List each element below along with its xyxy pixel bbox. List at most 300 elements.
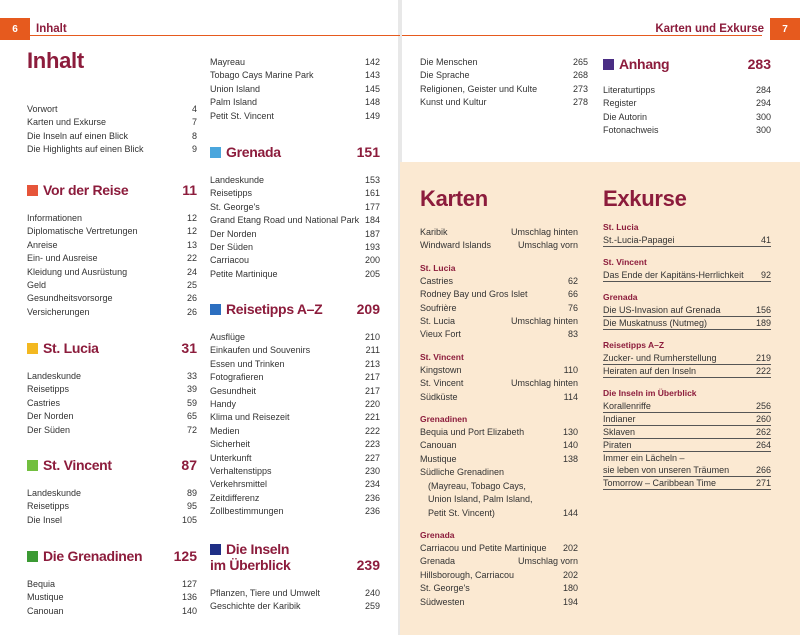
entry-label: Kleidung und Ausrüstung (27, 266, 128, 277)
entry-label: Religionen, Geister und Kulte (420, 83, 538, 94)
entry-label: Carriacou (210, 255, 250, 266)
section-grenada (210, 144, 380, 281)
karte-entry (420, 275, 578, 288)
entry-page: 284 (755, 85, 771, 95)
vor-der-reise-list (27, 212, 197, 319)
toc-entry (27, 143, 197, 156)
entry-label: Mayreau (210, 57, 246, 67)
exkurs-entry (603, 426, 771, 439)
toc-entry (210, 83, 380, 96)
toc-entry (210, 331, 380, 344)
st-vincent-page: 87 (181, 457, 197, 473)
entry-label: Hillsborough, Carriacou (420, 569, 515, 580)
left-header-rule (30, 35, 400, 36)
section-grenadinen (27, 548, 197, 618)
toc-entry (27, 383, 197, 396)
karte-entry (420, 542, 578, 555)
st-lucia-square-icon (27, 343, 38, 354)
entry-page: 127 (181, 579, 197, 589)
group-heading: Grenadinen (420, 414, 468, 425)
toc-entry (210, 228, 380, 241)
toc-entry (210, 344, 380, 357)
toc-entry (27, 514, 197, 527)
entry-label: Die Inseln auf einen Blick (27, 130, 129, 141)
entry-page: 264 (755, 440, 771, 450)
exkurs-entry (603, 477, 771, 490)
group-list (420, 364, 578, 404)
toc-entry (210, 187, 380, 200)
entry-page: 148 (364, 97, 380, 108)
toc-entry (210, 358, 380, 371)
entry-label: Castries (420, 275, 454, 286)
toc-entry (27, 252, 197, 265)
entry-page: 161 (364, 188, 380, 199)
entry-label: Ausflüge (210, 332, 246, 342)
entry-label: Die Highlights auf einen Blick (27, 144, 144, 155)
entry-label: Grenada (420, 556, 456, 567)
entry-label: Gesundheitsvorsorge (27, 293, 113, 304)
entry-label: Literaturtipps (603, 85, 656, 95)
entry-page: 300 (755, 125, 771, 136)
exkurse-section (603, 186, 771, 490)
entry-label: Korallenriffe (603, 401, 651, 411)
group-list (603, 352, 771, 378)
toc-entry (210, 465, 380, 478)
entry-page: 41 (760, 235, 771, 245)
st-lucia-page: 31 (181, 340, 197, 356)
entry-label: Carriacou und Petite Martinique (420, 542, 547, 553)
entry-page: 114 (563, 391, 578, 402)
entry-page: 230 (364, 466, 380, 477)
toc-entry (210, 214, 380, 227)
entry-page: 194 (562, 596, 578, 607)
entry-page: 213 (364, 358, 380, 369)
entry-label: Südküste (420, 391, 458, 402)
entry-page: 4 (191, 104, 197, 114)
karte-entry (420, 555, 578, 568)
vor-der-reise-page: 11 (182, 182, 197, 198)
entry-page: 76 (567, 302, 578, 313)
toc-entry (603, 97, 771, 110)
toc-entry (210, 478, 380, 491)
toc-entry (603, 124, 771, 137)
anhang-square-icon (603, 59, 614, 70)
section-inseln-ueberblick (210, 541, 380, 614)
entry-page: 236 (364, 506, 380, 517)
entry-page: Umschlag hinten (510, 316, 578, 327)
entry-label: Versicherungen (27, 306, 90, 317)
anhang-title: Anhang (619, 56, 670, 72)
entry-label: Piraten (603, 440, 632, 450)
toc-title: Inhalt (27, 48, 84, 73)
karte-entry (420, 569, 578, 582)
entry-label: Geld (27, 280, 47, 291)
entry-page: 65 (186, 411, 197, 422)
entry-label: Medien (210, 425, 240, 436)
entry-page: 95 (186, 501, 197, 512)
entry-label: Verhaltenstipps (210, 466, 272, 477)
toc-entry (27, 500, 197, 513)
toc-entry (210, 492, 380, 505)
entry-page: 256 (755, 401, 771, 411)
anhang-list (603, 84, 771, 138)
entry-page: Umschlag vorn (517, 240, 578, 251)
toc-entry (210, 505, 380, 518)
entry-label: Die Autorin (603, 111, 648, 122)
entry-page: 221 (364, 412, 380, 423)
karte-entry (420, 391, 578, 404)
exkurs-entry (603, 413, 771, 426)
entry-label: Diplomatische Vertretungen (27, 226, 138, 237)
intro-list (27, 103, 197, 157)
toc-entry (603, 111, 771, 124)
grenada-list (210, 174, 380, 281)
entry-label: Union Island (210, 83, 261, 94)
entry-label: Ein- und Ausreise (27, 253, 98, 264)
entry-page: 227 (364, 452, 380, 463)
right-running-head: Karten und Exkurse (655, 23, 764, 35)
karte-entry (420, 596, 578, 609)
toc-entry (27, 279, 197, 292)
entry-label: Der Norden (210, 228, 257, 239)
entry-label: Anreise (27, 239, 58, 250)
toc-entry (210, 398, 380, 411)
entry-page: 136 (181, 592, 197, 603)
entry-label: Bequia und Port Elizabeth (420, 427, 525, 438)
entry-page: 271 (755, 478, 771, 488)
entry-page: 138 (562, 453, 578, 464)
toc-entry (27, 306, 197, 319)
entry-page: 300 (755, 111, 771, 122)
entry-page: 278 (572, 97, 588, 108)
entry-label: Register (603, 98, 637, 109)
toc-entry (210, 110, 380, 123)
entry-label: Mustique (27, 592, 64, 603)
left-running-head: Inhalt (36, 23, 67, 35)
entry-page: 222 (364, 425, 380, 436)
entry-label: Bequia (27, 579, 56, 589)
entry-label: Südliche Grenadinen (420, 467, 505, 478)
entry-page: 66 (567, 289, 578, 300)
entry-label: Die US-Invasion auf Grenada (603, 305, 721, 315)
entry-page: 26 (186, 293, 197, 304)
entry-label: Fotonachweis (603, 125, 659, 136)
group-heading: Grenada (603, 292, 638, 302)
vor-der-reise-square-icon (27, 185, 38, 196)
entry-page: 130 (562, 427, 578, 438)
entry-label: Sicherheit (210, 439, 251, 450)
toc-entry (420, 239, 578, 252)
reisetipps-page: 209 (356, 301, 380, 317)
entry-label: Pflanzen, Tiere und Umwelt (210, 588, 321, 598)
entry-page: Umschlag vorn (517, 556, 578, 567)
entry-label: Windward Islands (420, 240, 492, 251)
entry-page: 200 (364, 255, 380, 266)
entry-label: Soufrière (420, 302, 457, 313)
entry-page: 142 (364, 57, 380, 67)
group-heading: Die Inseln im Überblick (603, 388, 697, 398)
toc-entry (210, 254, 380, 267)
entry-label: Sklaven (603, 427, 636, 437)
entry-page: 59 (186, 397, 197, 408)
entry-page: 24 (186, 266, 197, 277)
karten-title: Karten (420, 186, 488, 211)
entry-page: 9 (191, 144, 197, 155)
entry-label: Petit St. Vincent) (428, 507, 495, 518)
entry-label: Reisetipps (27, 384, 70, 395)
entry-page: 240 (364, 588, 380, 598)
karte-entry (420, 426, 578, 439)
entry-page: 33 (186, 371, 197, 381)
entry-page: 222 (755, 366, 771, 376)
karte-entry (420, 377, 578, 390)
toc-entry (210, 96, 380, 109)
entry-label: Vorwort (27, 104, 58, 114)
toc-entry (27, 212, 197, 225)
entry-label: Der Süden (210, 242, 254, 253)
st-vincent-list (27, 487, 197, 527)
toc-entry (420, 96, 588, 109)
karte-entry (420, 493, 578, 506)
toc-entry (210, 411, 380, 424)
entry-label: Zollbestimmungen (210, 506, 284, 517)
group-heading: St. Lucia (603, 222, 639, 232)
toc-entry (27, 116, 197, 129)
toc-entry (210, 438, 380, 451)
group-list (603, 269, 771, 282)
entry-label: Kingstown (420, 364, 462, 375)
right-header-rule (402, 35, 762, 36)
toc-entry (27, 370, 197, 383)
entry-label: Der Norden (27, 411, 74, 422)
entry-page: 12 (186, 226, 197, 237)
entry-page: 13 (186, 239, 197, 250)
entry-page: 184 (364, 215, 380, 226)
toc-entry (27, 410, 197, 423)
entry-page: 8 (191, 130, 197, 141)
grenadinen-page: 125 (173, 548, 197, 564)
vor-der-reise-title: Vor der Reise (43, 182, 129, 198)
entry-label: Reisetipps (210, 188, 253, 199)
toc-entry (27, 239, 197, 252)
toc-entry (210, 174, 380, 187)
toc-entry (420, 226, 578, 239)
toc-entry (210, 600, 380, 613)
exkurs-entry (603, 464, 771, 477)
toc-entry (27, 397, 197, 410)
inseln-list (210, 587, 380, 614)
entry-page: 177 (364, 201, 380, 212)
entry-label: Die Menschen (420, 57, 478, 67)
group-list (420, 426, 578, 520)
entry-page: Umschlag hinten (510, 227, 578, 237)
grenadinen-square-icon (27, 551, 38, 562)
group-heading: St. Lucia (420, 262, 456, 273)
entry-label: Handy (210, 399, 237, 410)
entry-label: Die Insel (27, 514, 63, 525)
entry-page: 217 (364, 372, 380, 383)
exkurs-entry (603, 400, 771, 413)
toc-entry (420, 56, 588, 69)
exkurs-entry (603, 317, 771, 330)
entry-page: 193 (364, 242, 380, 253)
entry-label: St. Lucia (420, 316, 456, 327)
toc-entry (27, 591, 197, 604)
entry-page: 217 (364, 385, 380, 396)
entry-label: Vieux Fort (420, 329, 461, 340)
inseln-square-icon (210, 544, 221, 555)
entry-label: Die Muskatnuss (Nutmeg) (603, 318, 708, 328)
group-heading: St. Vincent (603, 257, 647, 267)
entry-page: 219 (755, 353, 771, 363)
inseln-continued-list (420, 56, 588, 110)
toc-entry (210, 452, 380, 465)
toc-entry (27, 605, 197, 618)
entry-label: Castries (27, 397, 61, 408)
entry-label: Das Ende der Kapitäns-Herrlichkeit (603, 270, 744, 280)
karte-entry (420, 439, 578, 452)
entry-page: 223 (364, 439, 380, 450)
toc-entry (210, 371, 380, 384)
section-st-vincent (27, 457, 197, 527)
exkurs-entry (603, 352, 771, 365)
toc-entry (420, 83, 588, 96)
right-page-number: 7 (770, 18, 800, 40)
entry-page: 273 (572, 83, 588, 94)
entry-label: Karibik (420, 227, 448, 237)
karte-entry (420, 466, 578, 479)
entry-page: 26 (186, 306, 197, 317)
toc-entry (210, 268, 380, 281)
entry-page: Umschlag hinten (510, 378, 578, 389)
entry-label: Palm Island (210, 97, 258, 108)
grenadinen-continued-list (210, 56, 380, 123)
inseln-title-line2: im Überblick (210, 557, 291, 573)
right-column-1-top (420, 56, 588, 110)
entry-page: 260 (755, 414, 771, 424)
entry-page: 105 (181, 514, 197, 525)
entry-page: 149 (364, 110, 380, 121)
entry-page: 262 (755, 427, 771, 437)
toc-entry (27, 487, 197, 500)
entry-label: Unterkunft (210, 452, 252, 463)
entry-page: 140 (562, 440, 578, 451)
reisetipps-square-icon (210, 304, 221, 315)
toc-entry (210, 69, 380, 82)
entry-label: Heiraten auf den Inseln (603, 366, 697, 376)
karten-intro-list (420, 226, 578, 253)
entry-label: Union Island, Palm Island, (428, 494, 533, 505)
entry-label: Reisetipps (27, 501, 70, 512)
exkurs-entry (603, 269, 771, 282)
entry-page: 236 (364, 492, 380, 503)
reisetipps-title: Reisetipps A–Z (226, 301, 323, 317)
toc-entry (210, 385, 380, 398)
st-vincent-square-icon (27, 460, 38, 471)
grenadinen-title: Die Grenadinen (43, 548, 143, 564)
karte-entry (420, 453, 578, 466)
toc-entry (27, 225, 197, 238)
left-column-2 (210, 56, 380, 123)
entry-page: 189 (755, 318, 771, 328)
karte-entry (420, 480, 578, 493)
karten-groups (420, 262, 578, 609)
section-reisetipps (210, 301, 380, 519)
karte-entry (420, 288, 578, 301)
entry-label: Landeskunde (27, 488, 82, 498)
entry-page: 89 (186, 488, 197, 498)
entry-label: Landeskunde (27, 371, 82, 381)
inseln-page: 239 (356, 557, 380, 573)
entry-label: Zeitdifferenz (210, 492, 260, 503)
karte-entry (420, 302, 578, 315)
entry-label: Geschichte der Karibik (210, 601, 301, 612)
entry-page: 205 (364, 268, 380, 279)
karte-entry (420, 364, 578, 377)
group-heading: St. Vincent (420, 351, 464, 362)
karte-entry (420, 582, 578, 595)
entry-label: Einkaufen und Souvenirs (210, 345, 311, 356)
entry-label: Der Süden (27, 424, 71, 435)
karte-entry (420, 328, 578, 341)
group-heading: Grenada (420, 529, 455, 540)
toc-entry (27, 130, 197, 143)
group-heading: Reisetipps A–Z (603, 340, 665, 350)
entry-label: Essen und Trinken (210, 358, 285, 369)
entry-page: 83 (567, 329, 578, 340)
toc-entry (27, 103, 197, 116)
toc-entry (27, 292, 197, 305)
toc-entry (27, 266, 197, 279)
entry-page: 180 (562, 583, 578, 594)
st-lucia-title: St. Lucia (43, 340, 99, 356)
entry-label: Zucker- und Rumherstellung (603, 353, 717, 363)
entry-page: 110 (563, 364, 578, 375)
entry-page: 144 (562, 507, 578, 518)
exkurse-groups (603, 221, 771, 490)
entry-label: Verkehrsmittel (210, 479, 268, 490)
group-list (420, 275, 578, 342)
entry-page: 156 (755, 305, 771, 315)
toc-entry (27, 424, 197, 437)
entry-page: 25 (186, 280, 197, 291)
exkurse-title: Exkurse (603, 186, 687, 211)
left-page-number: 6 (0, 18, 30, 40)
entry-label: Rodney Bay und Gros Islet (420, 289, 528, 300)
toc-entry (210, 241, 380, 254)
entry-page: 187 (364, 228, 380, 239)
group-list (420, 542, 578, 609)
entry-page: 92 (760, 270, 771, 280)
anhang-page: 283 (747, 56, 771, 72)
entry-page: 202 (562, 569, 578, 580)
entry-label: Südwesten (420, 596, 465, 607)
toc-entry (210, 587, 380, 600)
toc-entry (210, 425, 380, 438)
group-list (603, 400, 771, 490)
entry-label: Informationen (27, 213, 83, 223)
grenada-title: Grenada (226, 144, 281, 160)
entry-label: (Mayreau, Tobago Cays, (428, 480, 526, 491)
karte-entry (420, 315, 578, 328)
karte-entry (420, 507, 578, 520)
entry-page: 39 (186, 384, 197, 395)
exkurs-entry (603, 365, 771, 378)
entry-label: Canouan (27, 605, 64, 616)
st-lucia-list (27, 370, 197, 437)
inseln-title-line1: Die Inseln (226, 541, 290, 557)
entry-page: 266 (755, 465, 771, 475)
